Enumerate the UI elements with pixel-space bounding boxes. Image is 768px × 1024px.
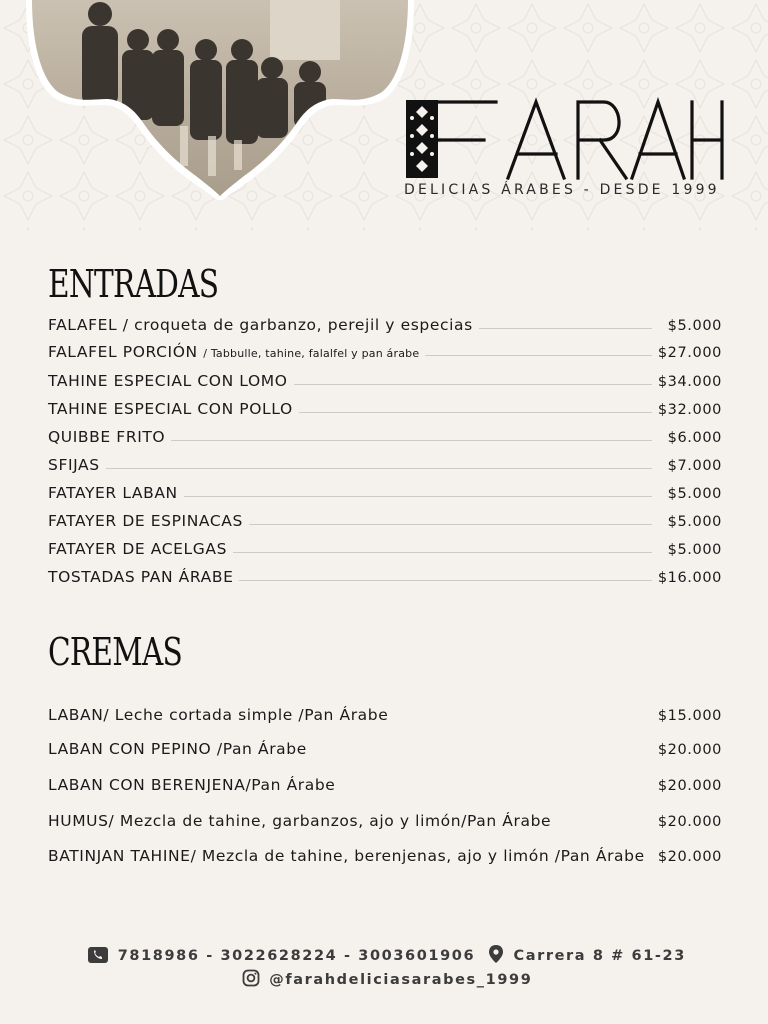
menu-item-name: TOSTADAS PAN ÁRABE bbox=[48, 568, 239, 586]
section-title-entradas: ENTRADAS bbox=[48, 262, 219, 306]
vintage-family-photo bbox=[20, 0, 420, 200]
phone-icon bbox=[88, 947, 108, 967]
menu-item bbox=[48, 540, 722, 564]
footer-social bbox=[0, 969, 768, 991]
menu-item bbox=[48, 400, 722, 424]
menu-item-detail: / Tabbulle, tahine, falalfel y pan árabe bbox=[203, 347, 420, 360]
menu-item-name: LABAN/ Leche cortada simple /Pan Árabe bbox=[48, 706, 394, 724]
menu-item-price: $20.000 bbox=[654, 814, 722, 830]
menu-item-name: HUMUS/ Mezcla de tahine, garbanzos, ajo y limón/Pan Árabe bbox=[48, 812, 557, 830]
footer-instagram[interactable]: @farahdeliciasarabes_1999 bbox=[269, 972, 533, 988]
section-title-cremas: CREMAS bbox=[48, 630, 183, 674]
menu-item-name: TAHINE ESPECIAL CON POLLO bbox=[48, 400, 299, 418]
menu-item-name: FATAYER DE ACELGAS bbox=[48, 540, 233, 558]
menu-item-price: $34.000 bbox=[654, 374, 722, 390]
footer-address: Carrera 8 # 61-23 bbox=[513, 948, 686, 964]
menu-item-price: $20.000 bbox=[654, 849, 722, 865]
menu-item-name: QUIBBE FRITO bbox=[48, 428, 171, 446]
menu-item bbox=[48, 568, 722, 592]
menu-item bbox=[48, 740, 722, 764]
footer-phones: 7818986 - 3022628224 - 3003601906 bbox=[117, 948, 476, 964]
menu-item-price: $27.000 bbox=[654, 345, 722, 361]
menu-item bbox=[48, 847, 722, 871]
instagram-icon bbox=[242, 969, 260, 991]
brand-subtitle: DELICIAS ÁRABES - DESDE 1999 bbox=[404, 182, 720, 198]
menu-item-name: BATINJAN TAHINE/ Mezcla de tahine, berenjenas, ajo y limón /Pan Árabe bbox=[48, 847, 651, 865]
menu-item-name: LABAN CON PEPINO /Pan Árabe bbox=[48, 740, 313, 758]
menu-item-price: $5.000 bbox=[664, 318, 722, 334]
menu-item-price: $15.000 bbox=[654, 708, 722, 724]
menu-item bbox=[48, 512, 722, 536]
menu-item bbox=[48, 776, 722, 800]
menu-item-price: $16.000 bbox=[654, 570, 722, 586]
brand-logo bbox=[400, 96, 730, 206]
menu-item-price: $6.000 bbox=[664, 430, 722, 446]
menu-item bbox=[48, 706, 722, 730]
menu-item bbox=[48, 456, 722, 480]
menu-item-name-wrap bbox=[48, 343, 425, 361]
menu-item-name: FATAYER LABAN bbox=[48, 484, 184, 502]
farah-wordmark bbox=[400, 96, 730, 182]
menu-item bbox=[48, 428, 722, 452]
menu-item bbox=[48, 372, 722, 396]
menu-item-price: $5.000 bbox=[664, 514, 722, 530]
menu-item-price: $20.000 bbox=[654, 778, 722, 794]
menu-item-name: TAHINE ESPECIAL CON LOMO bbox=[48, 372, 294, 390]
footer-contact bbox=[0, 945, 768, 967]
menu-item bbox=[48, 812, 722, 836]
menu-item-price: $7.000 bbox=[664, 458, 722, 474]
dotted-leader bbox=[48, 468, 652, 469]
menu-item-price: $5.000 bbox=[664, 542, 722, 558]
location-pin-icon bbox=[488, 945, 504, 967]
menu-item-price: $5.000 bbox=[664, 486, 722, 502]
menu-item-name: FATAYER DE ESPINACAS bbox=[48, 512, 249, 530]
menu-item bbox=[48, 316, 722, 340]
menu-item-name: LABAN CON BERENJENA/Pan Árabe bbox=[48, 776, 341, 794]
menu-item-name: SFIJAS bbox=[48, 456, 106, 474]
menu-item bbox=[48, 343, 722, 367]
menu-item-name: FALAFEL / croqueta de garbanzo, perejil y especias bbox=[48, 316, 479, 334]
menu-item-price: $20.000 bbox=[654, 742, 722, 758]
menu-item bbox=[48, 484, 722, 508]
menu-item-name: FALAFEL PORCIÓN bbox=[48, 343, 198, 361]
menu-item-price: $32.000 bbox=[654, 402, 722, 418]
